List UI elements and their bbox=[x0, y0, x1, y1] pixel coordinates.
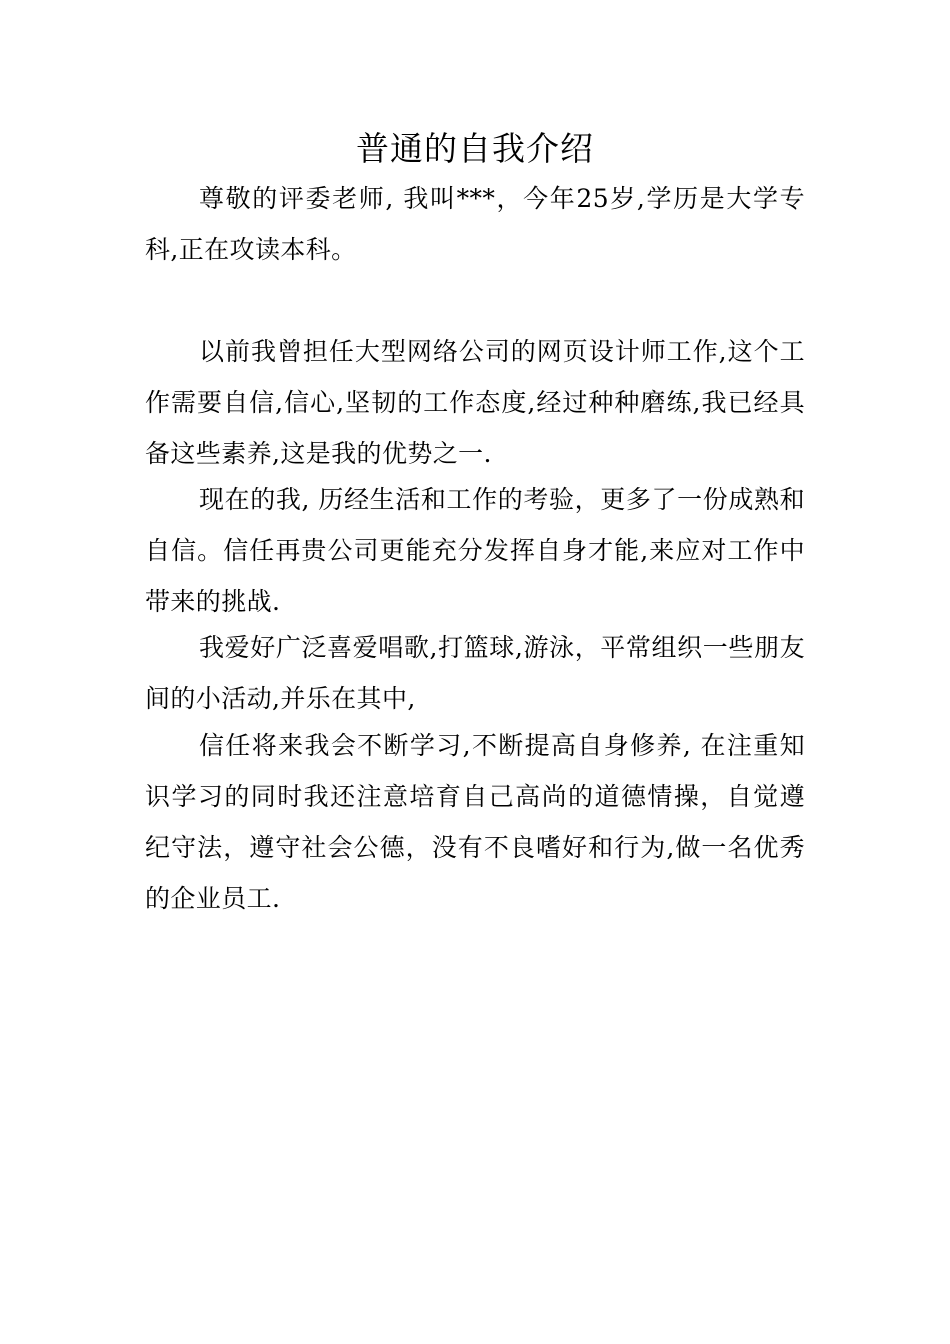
paragraph-current-self: 现在的我, 历经生活和工作的考验，更多了一份成熟和自信。信任再贵公司更能充分发挥自身才能,来应对工作中带来的挑战. bbox=[145, 485, 805, 616]
paragraph-greeting: 尊敬的评委老师, 我叫***，今年25岁,学历是大学专科,正在攻读本科。 bbox=[145, 184, 805, 264]
paragraph-future-goals: 信任将来我会不断学习,不断提高自身修养, 在注重知识学习的同时我还注意培育自己高尚的道德情操，自觉遵纪守法，遵守社会公德，没有不良嗜好和行为,做一名优秀的企业员工. bbox=[145, 731, 805, 913]
document-title: 普通的自我介绍 bbox=[356, 129, 594, 168]
paragraph-hobbies: 我爱好广泛喜爱唱歌,打篮球,游泳，平常组织一些朋友间的小活动,并乐在其中, bbox=[145, 633, 805, 713]
paragraph-work-experience: 以前我曾担任大型网络公司的网页设计师工作,这个工作需要自信,信心,坚韧的工作态度,经过种种磨练,我已经具备这些素养,这是我的优势之一. bbox=[145, 337, 805, 468]
